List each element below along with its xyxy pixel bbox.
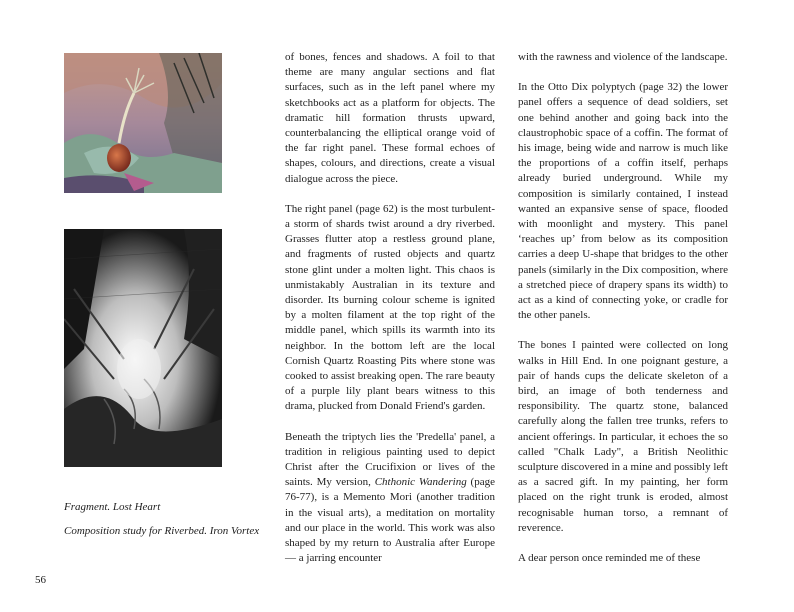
paragraph: with the rawness and violence of the landscape. [518, 51, 728, 63]
painting-lost-heart [64, 53, 222, 193]
caption-riverbed: Composition study for Riverbed. Iron Vortex [64, 525, 260, 537]
paragraph [285, 430, 495, 567]
page-number: 56 [35, 574, 46, 586]
caption-lost-heart: Fragment. Lost Heart [64, 501, 161, 513]
sketch-riverbed-iron-vortex [64, 229, 222, 467]
paragraph: In the Otto Dix polyptych (page 32) the lower panel offers a sequence of dead soldiers, set one behind another and going back into the claustrophobic space of a coffin. The format of his image, being wide and narrow is much like the proportions of a coffin itself, perhaps already buried underground. While my composition is similarly contained, I instead wanted an expansive sense of space, flooded with moonlight and mystery. This panel ‘reaches up’ from below as its composition carries a deep U-shape that bridges to the other panels (similarly in the Dix composition, where a stretched piece of drapery spans its width) to act as a kind of connecting yoke, or cradle for the other panels. [518, 81, 728, 322]
paragraph: of bones, fences and shadows. A foil to that theme are many angular sections and flat surfaces, such as in the left panel where my sketchbooks act as a platform for objects. The dramatic hill formation thrusts upward, counterbalancing the elliptical orange void of the far right panel. These formal echoes of shapes, colours, and directions, create a visual dialogue across the piece. [285, 51, 495, 185]
figure-captions [64, 500, 264, 548]
paragraph: The bones I painted were collected on long walks in Hill End. In one poignant gesture, a pair of hands cups the delicate skeleton of a bird, an image of both tenderness and responsibility. The quartz stone, balanced carefully along the fallen tree trunks, refers to ancient offerings. In particular, it echoes the so called "Chalk Lady", a British Neolithic sculpture discovered in a mine and possibly left as a sacred gift. In my painting, her form placed on the right trunk is eroded, almost recognisable human torso, a remnant of reverence. [518, 339, 728, 534]
text-column-middle [285, 50, 495, 567]
paragraph-text: (page 76-77), is a Memento Mori (another tradition in the visual arts), a meditation on mortality and our place in the world. This work was also shaped by my return to Australia after Europe— a jarring encounter [285, 476, 495, 565]
paragraph-text: Beneath the triptych lies the 'Predella' panel, a tradition in religious painting used to depict Christ after the Crucifixion or lives of the saints. My version, [285, 430, 495, 489]
artwork-title: Chthonic Wandering [374, 476, 467, 489]
text-column-right [518, 50, 728, 566]
paragraph: A dear person once reminded me of these [518, 552, 701, 565]
paragraph: The right panel (page 62) is the most turbulent-a storm of shards twist around a dry riverbed. Grasses flutter atop a restless ground plane, and fragments of rusted objects and quartz stone glint under a molten light. This chaos is unmistakably Australian in its texture and disorder. Its burning colour scheme is ignited by a molten filament at the top right of the middle panel, which spills its warmth into its neighbor. In the bottom left are the local Cornish Quartz Roasting Pits where stone was cooked to assist breaking open. The rare beauty of a purple lily plant bears witness to this drama, plucked from Donald Friend's garden. [285, 202, 495, 413]
